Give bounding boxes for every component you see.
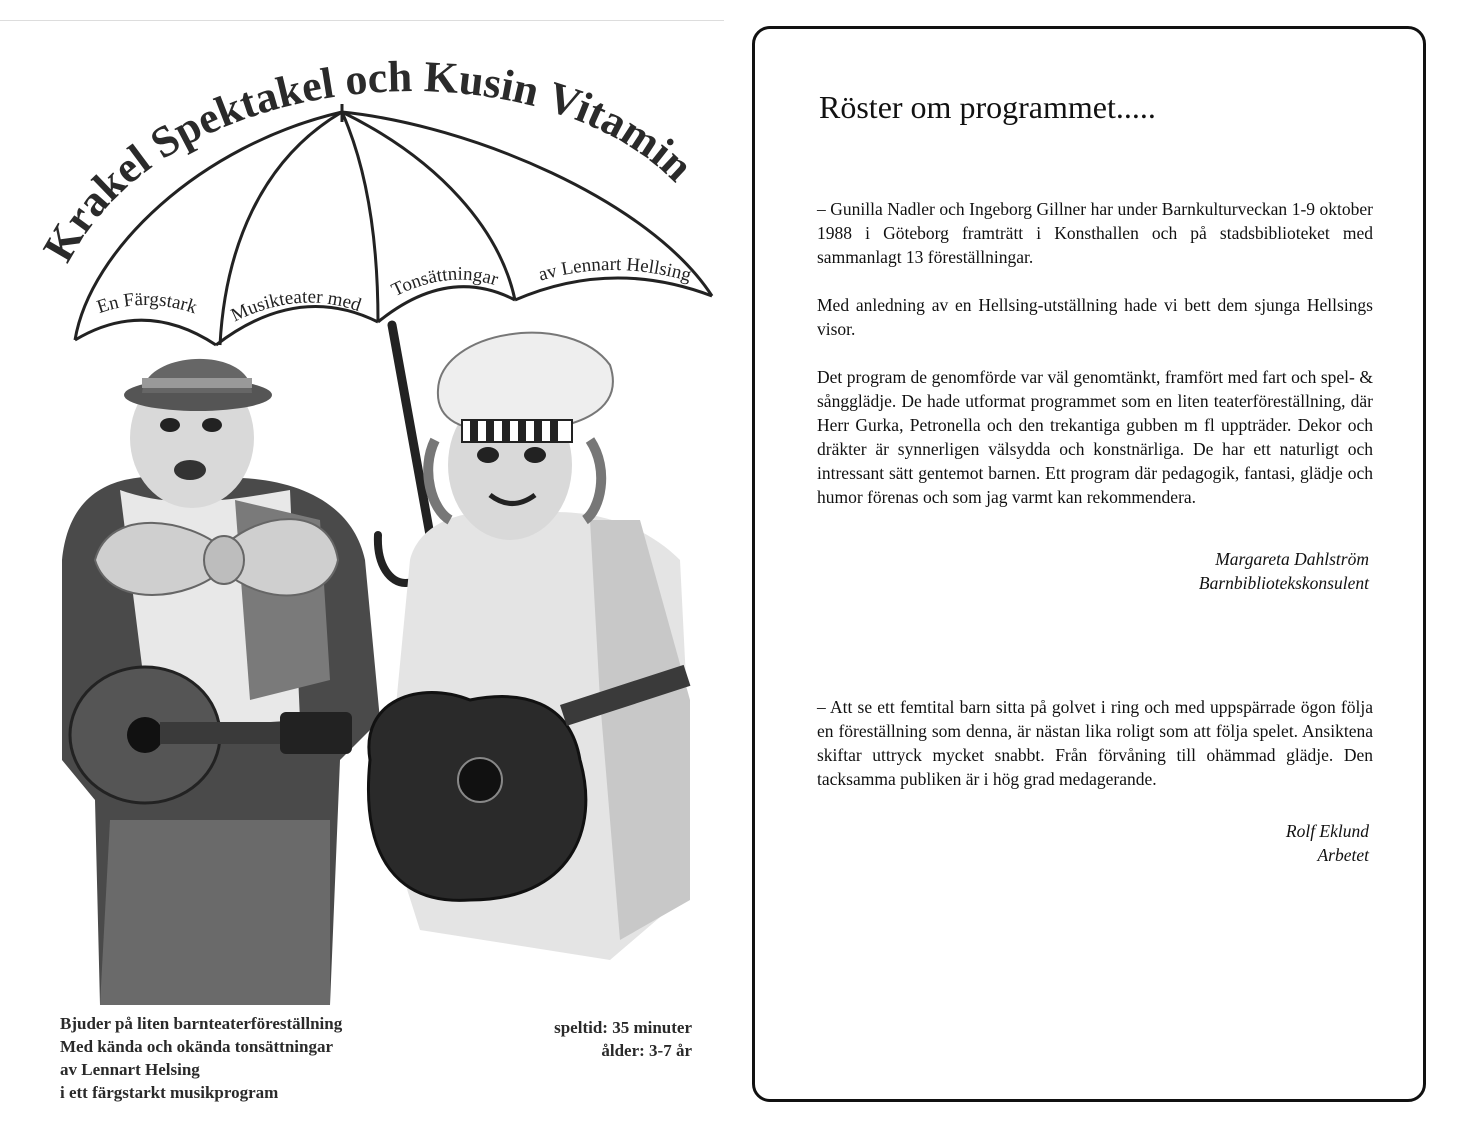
poster-illustration [0, 0, 724, 1010]
description-line-3: av Lennart Helsing [60, 1060, 200, 1079]
review-1 [817, 197, 1373, 509]
panel-label-4: av Lennart Hellsing [536, 253, 694, 287]
review-2-author: Rolf Eklund [1285, 821, 1369, 841]
description-line-4: i ett färgstarkt musikprogram [60, 1083, 279, 1102]
poster-description [60, 1012, 480, 1104]
poster-title [33, 52, 702, 269]
review-1-paragraph-2: Med anledning av en Hellsing-utställning hade vi bett dem sjunga Hellsings visor. [817, 295, 1373, 339]
panel-label-2: Musikteater med [227, 286, 364, 327]
description-line-2: Med kända och okända tonsättningar [60, 1037, 334, 1056]
age-text: ålder: 3-7 år [601, 1041, 692, 1060]
review-1-author: Margareta Dahlström [1215, 549, 1369, 569]
review-2-role: Arbetet [1317, 845, 1369, 865]
review-1-paragraph-3: Det program de genomförde var väl genomtänkt, framfört med fart och spel- & sångglädje. De hade utformat programmet som en liten teaterföreställning, där Herr Gurka, Petronella och den trekantiga gubben m fl uppträder. Dekor och dräkter är synnerligen välsydda och konstnärliga. De har ett naturligt och intressant sätt gentemot barnen. Ett program där pedagogik, fantasi, glädje och humor förenas och som jag varmt kan rekommendera. [817, 367, 1373, 507]
review-2-paragraph-1: – Att se ett femtital barn sitta på golvet i ring och med uppspärrade ögon följa en föreställning som denna, är nästan lika roligt som att följa spelet. Ansiktena skiftar uttryck mycket snabbt. Från förvåning till ohämmad glädje. Den tacksamma publiken är i hög grad medagerande. [817, 697, 1373, 789]
poster-title-text: Krakel Spektakel och Kusin Vitamin [33, 52, 703, 270]
description-line-1: Bjuder på liten barnteaterföreställning [60, 1014, 343, 1033]
performer-left-photo [62, 359, 380, 1005]
review-1-paragraph-1: – Gunilla Nadler och Ingeborg Gillner har under Barnkulturveckan 1-9 oktober 1988 i Göteborg framträtt i Konsthallen och på stadsbiblioteket med sammanlagt 13 föreställningar. [817, 199, 1373, 267]
review-1-signature [1049, 547, 1369, 595]
performer-right-photo [368, 333, 690, 960]
reviews-heading: Röster om programmet..... [819, 89, 1156, 125]
review-2-signature [1049, 819, 1369, 867]
reviews-page [752, 26, 1426, 1102]
poster-details [500, 1016, 692, 1062]
duration-text: speltid: 35 minuter [554, 1018, 692, 1037]
review-1-role: Barnbibliotekskonsulent [1198, 573, 1369, 593]
poster-page [0, 0, 724, 1130]
panel-label-3: Tonsättningar [388, 263, 501, 301]
review-2 [817, 695, 1373, 791]
cap-stripes [462, 420, 572, 442]
panel-label-1: En Färgstark [94, 288, 200, 319]
